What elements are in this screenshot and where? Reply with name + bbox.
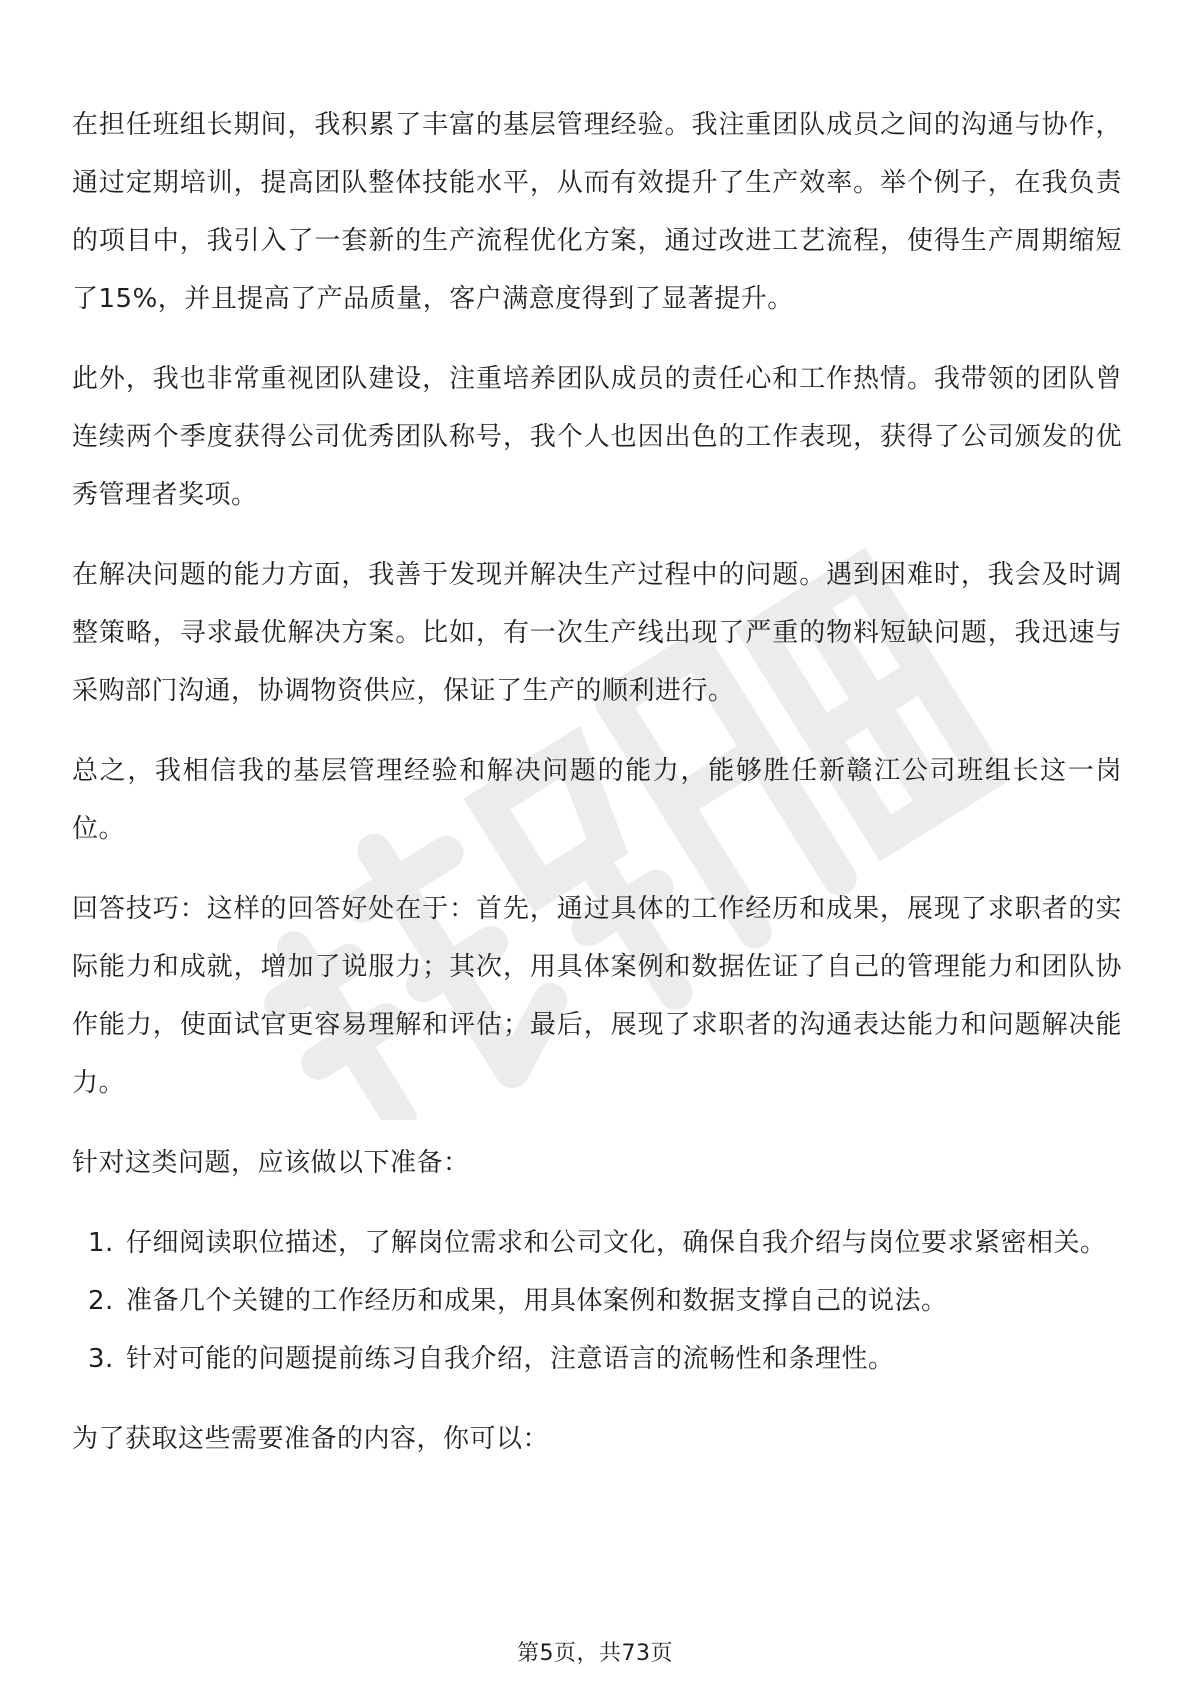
list-item	[72, 1330, 1122, 1388]
paragraph-4: 总之，我相信我的基层管理经验和解决问题的能力，能够胜任新赣江公司班组长这一岗位。	[72, 756, 1122, 844]
list-text: 准备几个关键的工作经历和成果，用具体案例和数据支撑自己的说法。	[126, 1286, 948, 1316]
list-number: 3.	[88, 1344, 114, 1374]
paragraph-answer-tips: 回答技巧：这样的回答好处在于：首先，通过具体的工作经历和成果，展现了求职者的实际能力和成就，增加了说服力；其次，用具体案例和数据佐证了自己的管理能力和团队协作能力，使面试官更容易理解和评估；最后，展现了求职者的沟通表达能力和问题解决能力。	[72, 894, 1122, 1098]
preparation-list	[72, 1214, 1122, 1388]
page-footer: 第5页，共73页	[517, 1641, 673, 1666]
list-item	[72, 1214, 1122, 1272]
paragraph-2: 此外，我也非常重视团队建设，注重培养团队成员的责任心和工作热情。我带领的团队曾连续两个季度获得公司优秀团队称号，我个人也因出色的工作表现，获得了公司颁发的优秀管理者奖项。	[72, 364, 1122, 510]
list-number: 2.	[88, 1286, 114, 1316]
paragraph-3: 在解决问题的能力方面，我善于发现并解决生产过程中的问题。遇到困难时，我会及时调整策略，寻求最优解决方案。比如，有一次生产线出现了严重的物料短缺问题，我迅速与采购部门沟通，协调物资供应，保证了生产的顺利进行。	[72, 560, 1122, 706]
list-number: 1.	[88, 1228, 114, 1258]
paragraph-prep-intro: 针对这类问题，应该做以下准备：	[72, 1148, 470, 1178]
list-text: 仔细阅读职位描述，了解岗位需求和公司文化，确保自我介绍与岗位要求紧密相关。	[126, 1228, 1107, 1258]
paragraph-bottom: 为了获取这些需要准备的内容，你可以：	[72, 1424, 550, 1454]
list-item	[72, 1272, 1122, 1330]
list-text: 针对可能的问题提前练习自我介绍，注意语言的流畅性和条理性。	[126, 1344, 895, 1374]
paragraph-1: 在担任班组长期间，我积累了丰富的基层管理经验。我注重团队成员之间的沟通与协作，通过定期培训，提高团队整体技能水平，从而有效提升了生产效率。举个例子，在我负责的项目中，我引入了一套新的生产流程优化方案，通过改进工艺流程，使得生产周期缩短了15%，并且提高了产品质量，客户满意度得到了显著提升。	[72, 110, 1122, 314]
main-content	[72, 96, 1122, 1490]
